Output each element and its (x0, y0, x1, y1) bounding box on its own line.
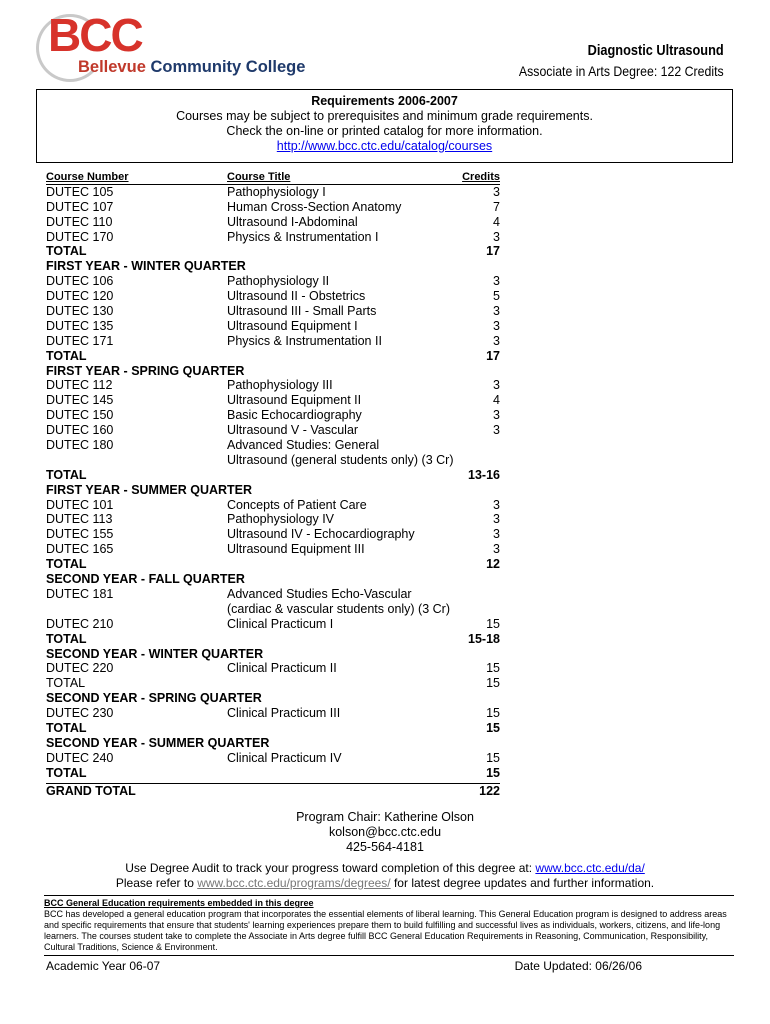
course-title: (cardiac & vascular students only) (3 Cr) (227, 601, 450, 616)
table-row (46, 408, 500, 423)
table-row (46, 230, 500, 245)
table-row (46, 512, 500, 527)
course-credits: 4 (493, 393, 500, 408)
course-number: DUTEC 135 (46, 318, 114, 333)
course-credits: 3 (493, 229, 500, 244)
table-row (46, 259, 500, 274)
course-number: TOTAL (46, 557, 87, 572)
course-credits: 3 (493, 512, 500, 527)
table-row (46, 602, 500, 617)
requirements-line2: Check the on-line or printed catalog for more information. (226, 124, 543, 138)
course-credits: 15 (486, 616, 500, 631)
course-number: DUTEC 210 (46, 616, 114, 631)
course-number: TOTAL (46, 631, 87, 646)
course-credits: 17 (486, 348, 500, 363)
course-number: DUTEC 130 (46, 304, 114, 319)
table-row (46, 274, 500, 289)
gen-ed-title: BCC General Education requirements embedded in this degree (44, 898, 314, 908)
table-row (46, 751, 500, 766)
table-row (46, 393, 500, 408)
course-credits: 3 (493, 318, 500, 333)
refer-text-pre: Please refer to (115, 876, 198, 890)
catalog-link[interactable]: http://www.bcc.ctc.edu/catalog/courses (276, 139, 493, 153)
course-number: DUTEC 101 (46, 497, 114, 512)
course-title: Clinical Practicum IV (227, 750, 342, 765)
course-title: Ultrasound V - Vascular (227, 423, 359, 438)
course-number: DUTEC 120 (46, 289, 114, 304)
course-rows (46, 185, 500, 781)
table-row (46, 438, 500, 453)
course-number: DUTEC 150 (46, 408, 114, 423)
table-row (46, 632, 500, 647)
course-number: DUTEC 107 (46, 199, 114, 214)
course-title: Concepts of Patient Care (227, 497, 367, 512)
table-row (46, 676, 500, 691)
table-row (46, 483, 500, 498)
course-credits: 15 (486, 706, 500, 721)
course-credits: 4 (493, 214, 500, 229)
course-number: DUTEC 155 (46, 527, 114, 542)
course-credits: 3 (493, 333, 500, 348)
course-number: DUTEC 171 (46, 333, 114, 348)
course-number: TOTAL (46, 244, 87, 259)
course-title: Ultrasound IV - Echocardiography (227, 527, 415, 542)
course-title: Human Cross-Section Anatomy (227, 199, 402, 214)
course-title: Clinical Practicum II (227, 661, 337, 676)
table-row (46, 453, 500, 468)
table-row (46, 319, 500, 334)
course-table (46, 170, 500, 798)
table-row (46, 736, 500, 751)
table-row (46, 766, 500, 781)
chair-email: kolson@bcc.ctc.edu (328, 825, 442, 839)
course-number: SECOND YEAR - SUMMER QUARTER (46, 735, 270, 750)
course-credits: 5 (493, 289, 500, 304)
degree-subtitle: Associate in Arts Degree: 122 Credits (519, 63, 724, 79)
table-row (46, 661, 500, 676)
course-title: Physics & Instrumentation I (227, 229, 379, 244)
table-row (46, 542, 500, 557)
date-updated: Date Updated: 06/26/06 (514, 959, 642, 973)
title-block (491, 42, 724, 79)
course-credits: 15 (486, 750, 500, 765)
course-credits: 15 (486, 765, 500, 780)
table-row (46, 423, 500, 438)
table-row (46, 527, 500, 542)
grand-total-label: GRAND TOTAL (46, 783, 136, 798)
course-credits: 3 (493, 542, 500, 557)
course-credits: 3 (493, 408, 500, 423)
course-credits: 15 (486, 661, 500, 676)
table-header (46, 170, 500, 185)
course-credits: 3 (493, 274, 500, 289)
course-title: Pathophysiology III (227, 378, 333, 393)
program-title: Diagnostic Ultrasound (587, 42, 724, 59)
table-row (46, 587, 500, 602)
course-number: DUTEC 230 (46, 706, 114, 721)
course-title: Basic Echocardiography (227, 408, 362, 423)
college-name (78, 58, 305, 77)
requirements-title: Requirements 2006-2007 (311, 94, 458, 108)
program-contact (0, 810, 770, 855)
table-row (46, 557, 500, 572)
course-credits: 13-16 (468, 467, 500, 482)
requirements-box (36, 89, 733, 163)
logo-text: BCC (48, 9, 142, 61)
course-number: SECOND YEAR - WINTER QUARTER (46, 646, 264, 661)
course-credits: 3 (493, 184, 500, 199)
course-number: DUTEC 160 (46, 423, 114, 438)
table-row (46, 185, 500, 200)
course-title: Pathophysiology I (227, 184, 326, 199)
course-credits: 15 (486, 720, 500, 735)
table-row (46, 721, 500, 736)
course-number: DUTEC 170 (46, 229, 114, 244)
course-number: DUTEC 165 (46, 542, 114, 557)
course-number: FIRST YEAR - SUMMER QUARTER (46, 482, 253, 497)
table-row (46, 572, 500, 587)
course-credits: 7 (493, 199, 500, 214)
course-title: Ultrasound I-Abdominal (227, 214, 358, 229)
course-title: Ultrasound (general students only) (3 Cr) (227, 452, 454, 467)
table-row (46, 647, 500, 662)
course-number: DUTEC 145 (46, 393, 114, 408)
header-course-title: Course Title (227, 171, 291, 183)
table-row (46, 200, 500, 215)
table-row (46, 334, 500, 349)
table-row (46, 691, 500, 706)
requirements-line1: Courses may be subject to prerequisites and minimum grade requirements. (176, 109, 593, 123)
table-row (46, 215, 500, 230)
table-row (46, 364, 500, 379)
course-number: DUTEC 240 (46, 750, 114, 765)
course-title: Clinical Practicum III (227, 706, 341, 721)
course-credits: 3 (493, 378, 500, 393)
course-number: FIRST YEAR - WINTER QUARTER (46, 259, 246, 274)
course-title: Clinical Practicum I (227, 616, 334, 631)
course-title: Ultrasound II - Obstetrics (227, 289, 366, 304)
course-title: Physics & Instrumentation II (227, 333, 382, 348)
course-title: Ultrasound Equipment I (227, 318, 358, 333)
course-title: Ultrasound III - Small Parts (227, 304, 377, 319)
course-credits: 3 (493, 497, 500, 512)
course-title: Pathophysiology IV (227, 512, 335, 527)
course-title: Ultrasound Equipment II (227, 393, 362, 408)
table-row (46, 468, 500, 483)
course-number: DUTEC 181 (46, 586, 114, 601)
course-title: Pathophysiology II (227, 274, 330, 289)
course-number: DUTEC 112 (46, 378, 113, 393)
program-chair: Program Chair: Katherine Olson (296, 810, 474, 824)
degree-audit-link[interactable]: www.bcc.ctc.edu/da/ (535, 861, 645, 875)
course-title: Advanced Studies Echo-Vascular (227, 586, 412, 601)
course-number: SECOND YEAR - SPRING QUARTER (46, 691, 262, 706)
table-row (46, 617, 500, 632)
table-row (46, 244, 500, 259)
header-credits: Credits (462, 171, 500, 183)
college-name-part2: Community College (150, 58, 306, 76)
course-number: TOTAL (46, 467, 87, 482)
course-title: Ultrasound Equipment III (227, 542, 365, 557)
course-credits: 12 (486, 557, 500, 572)
degree-audit-note (0, 861, 770, 891)
gen-ed-body: BCC has developed a general education program that incorporates the essential elements of liberal learning. This General Education program is designed to address areas and specific requirements that ensure that students' learning experiences prepare them to build fulfilling and successful lives as individuals, workers, citizens, and life-long learners. The courses student take to complete the Associate in Arts degree fulfill BCC General Education Requirements in Reasoning, Communication, Responsibility, Cultural Traditions, Science & Environment. (44, 909, 727, 952)
course-credits: 3 (493, 304, 500, 319)
course-title: Advanced Studies: General (227, 438, 380, 453)
course-number: TOTAL (46, 720, 87, 735)
grand-total-value: 122 (479, 783, 500, 798)
course-credits: 3 (493, 527, 500, 542)
course-number: DUTEC 106 (46, 274, 114, 289)
course-number: SECOND YEAR - FALL QUARTER (46, 572, 245, 587)
course-number: TOTAL (46, 765, 87, 780)
course-number: DUTEC 105 (46, 184, 114, 199)
degrees-link[interactable]: www.bcc.ctc.edu/programs/degrees/ (197, 876, 391, 890)
grand-total-row (46, 783, 500, 799)
bcc-logo (36, 9, 306, 84)
gen-ed-box (44, 895, 734, 956)
college-name-part1: Bellevue (78, 58, 146, 76)
table-row (46, 378, 500, 393)
table-row (46, 498, 500, 513)
chair-phone: 425-564-4181 (346, 840, 424, 854)
table-row (46, 706, 500, 721)
course-credits: 3 (493, 423, 500, 438)
academic-year: Academic Year 06-07 (46, 959, 161, 973)
course-credits: 17 (486, 244, 500, 259)
table-row (46, 289, 500, 304)
course-number: FIRST YEAR - SPRING QUARTER (46, 363, 245, 378)
course-number: DUTEC 110 (46, 214, 113, 229)
course-credits: 15-18 (468, 631, 500, 646)
refer-text-post: for latest degree updates and further information. (390, 876, 655, 890)
course-number: TOTAL (46, 676, 86, 691)
course-credits: 15 (486, 676, 500, 691)
course-number: TOTAL (46, 348, 87, 363)
audit-text: Use Degree Audit to track your progress toward completion of this degree at: (125, 861, 536, 875)
course-number: DUTEC 220 (46, 661, 114, 676)
table-row (46, 349, 500, 364)
course-number: DUTEC 113 (46, 512, 113, 527)
table-row (46, 304, 500, 319)
course-number: DUTEC 180 (46, 438, 114, 453)
header-course-number: Course Number (46, 171, 129, 183)
